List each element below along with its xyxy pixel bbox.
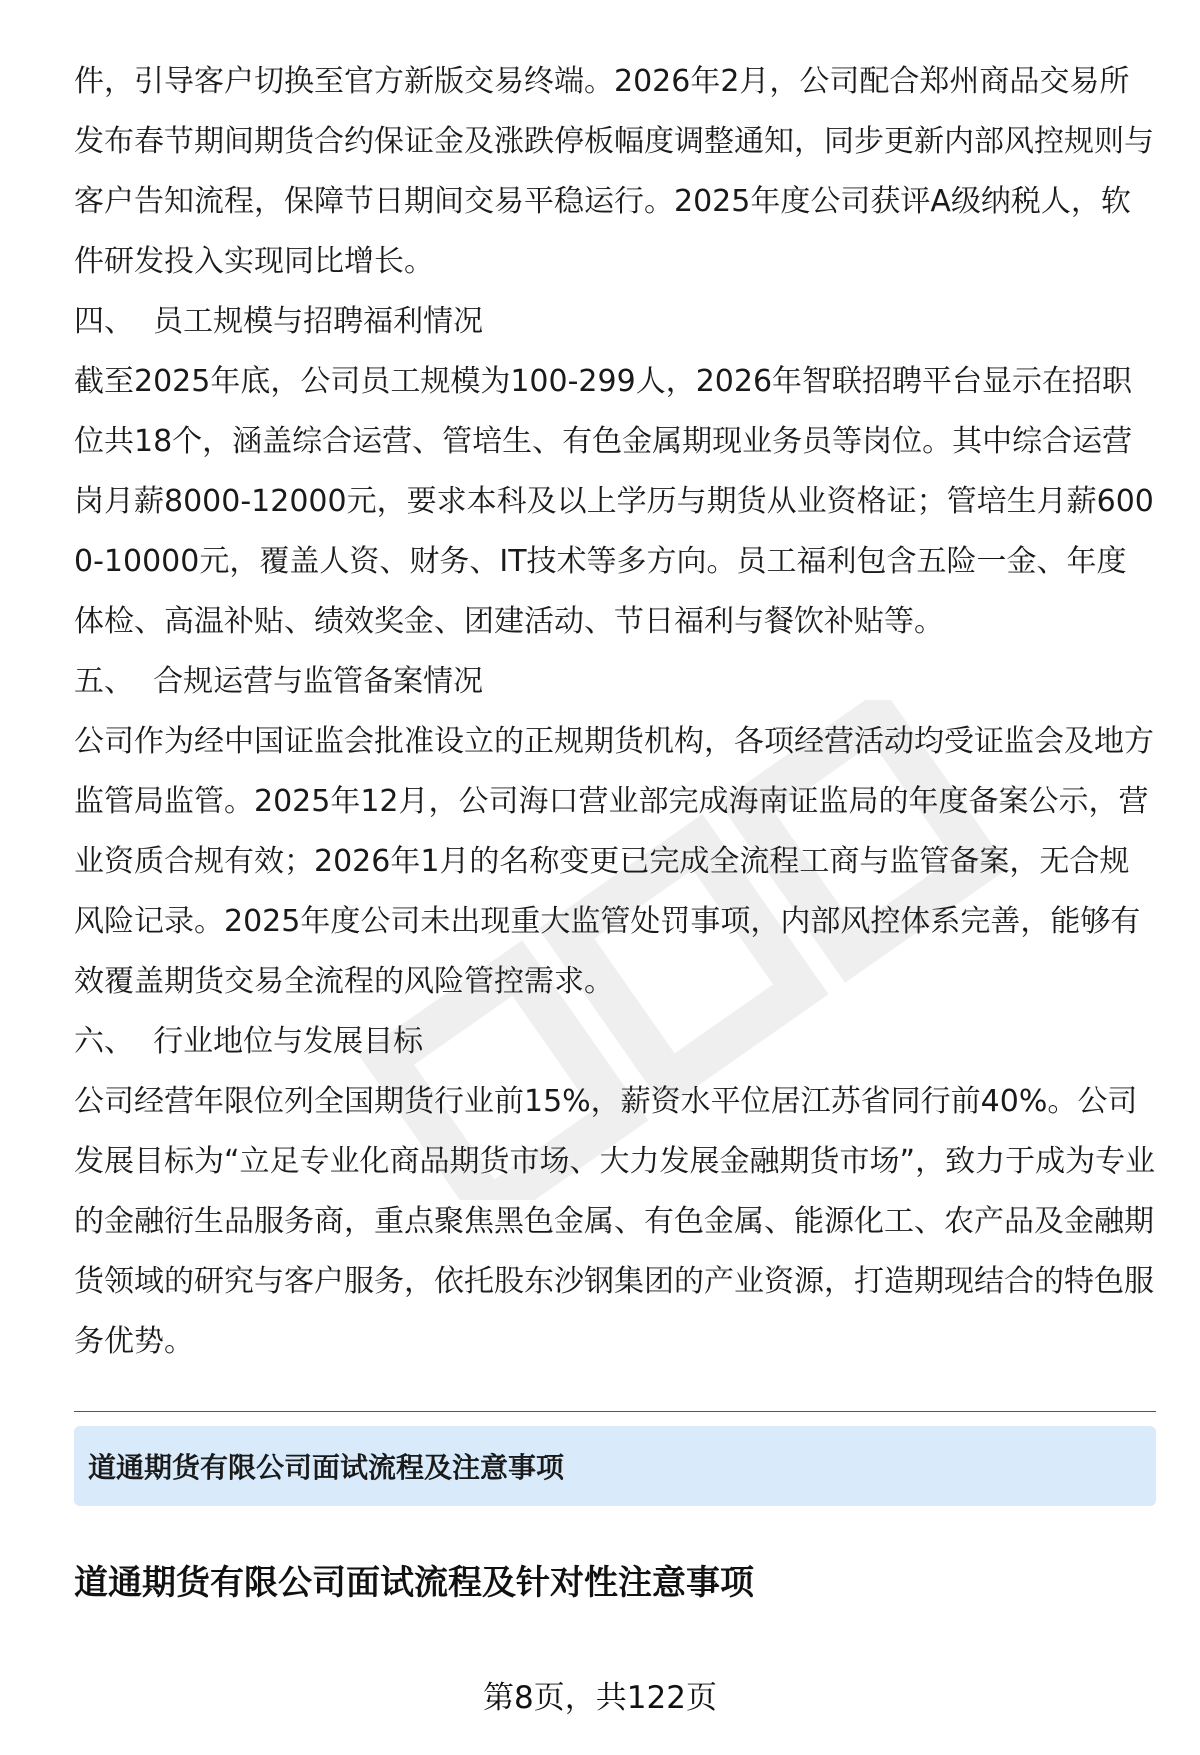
- paragraph-compliance: 公司作为经中国证监会批准设立的正规期货机构，各项经营活动均受证监会及地方监管局监管。2025年12月，公司海口营业部完成海南证监局的年度备案公示，营业资质合规有效；2026年1月的名称变更已完成全流程工商与监管备案，无合规风险记录。2025年度公司未出现重大监管处罚事项，内部风控体系完善，能够有效覆盖期货交易全流程的风险管控需求。: [74, 724, 1154, 999]
- paragraph-staff-recruitment: 截至2025年底，公司员工规模为100-299人，2026年智联招聘平台显示在招职位共18个，涵盖综合运营、管培生、有色金属期现业务员等岗位。其中综合运营岗月薪8000-12000元，要求本科及以上学历与期货从业资格证；管培生月薪6000-10000元，覆盖人资、财务、IT技术等多方向。员工福利包含五险一金、年度体检、高温补贴、绩效奖金、团建活动、节日福利与餐饮补贴等。: [74, 364, 1154, 639]
- page-number: 第8页，共122页: [483, 1680, 717, 1716]
- heading-compliance: 五、 合规运营与监管备案情况: [74, 664, 484, 699]
- interview-banner: [74, 1426, 1156, 1506]
- section-divider: [74, 1411, 1156, 1412]
- section-title: 道通期货有限公司面试流程及针对性注意事项: [74, 1563, 754, 1603]
- heading-industry-position: 六、 行业地位与发展目标: [74, 1024, 424, 1059]
- heading-staff-recruitment: 四、 员工规模与招聘福利情况: [74, 304, 484, 339]
- paragraph-client-terminal: 件，引导客户切换至官方新版交易终端。2026年2月，公司配合郑州商品交易所发布春节期间期货合约保证金及涨跌停板幅度调整通知，同步更新内部风控规则与客户告知流程，保障节日期间交易平稳运行。2025年度公司获评A级纳税人，软件研发投入实现同比增长。: [74, 64, 1154, 279]
- banner-title: 道通期货有限公司面试流程及注意事项: [88, 1451, 565, 1484]
- document-body: [74, 52, 1156, 1372]
- paragraph-industry-position: 公司经营年限位列全国期货行业前15%，薪资水平位居江苏省同行前40%。公司发展目标为“立足专业化商品期货市场、大力发展金融期货市场”，致力于成为专业的金融衍生品服务商，重点聚焦黑色金属、有色金属、能源化工、农产品及金融期货领域的研究与客户服务，依托股东沙钢集团的产业资源，打造期现结合的特色服务优势。: [74, 1084, 1156, 1359]
